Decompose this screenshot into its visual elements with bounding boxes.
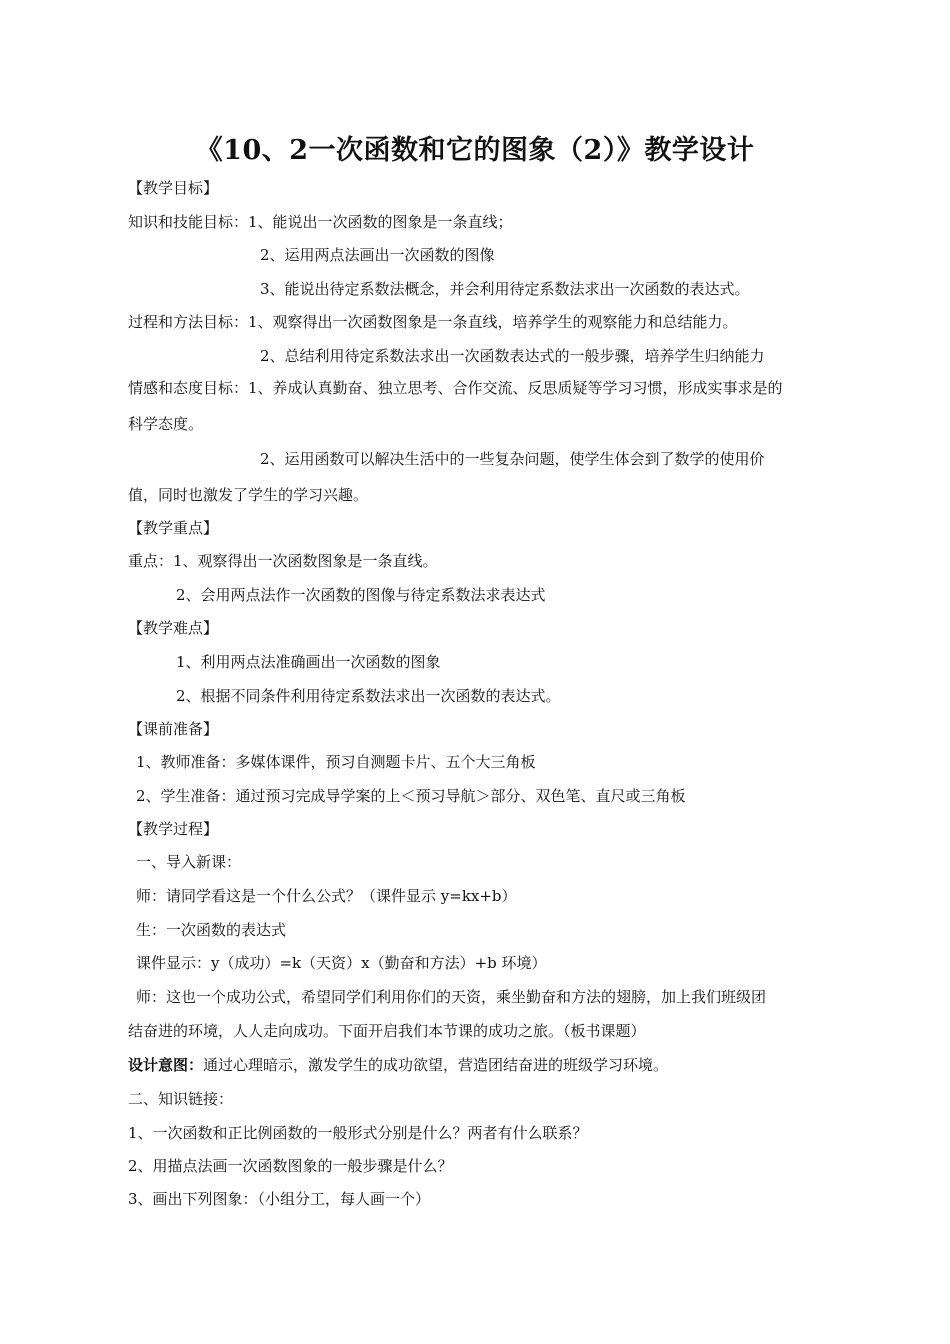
attitude-goal-1-cont: 科学态度。 <box>128 415 204 433</box>
design-intent <box>128 1055 668 1075</box>
attitude-goal-2: 2、运用函数可以解决生活中的一些复杂问题，使学生体会到了数学的使用价 <box>260 450 765 468</box>
step-1-heading: 一、导入新课： <box>136 853 242 871</box>
dialog-line-4: 师：这也一个成功公式，希望同学们利用你们的天资，乘坐勤奋和方法的翅膀，加上我们班级团 <box>136 988 767 1006</box>
question-1: 1、一次函数和正比例函数的一般形式分别是什么？两者有什么联系？ <box>128 1124 588 1142</box>
dialog-line-2: 生：一次函数的表达式 <box>136 921 287 939</box>
design-intent-label: 设计意图： <box>128 1056 204 1074</box>
attitude-goal-2-cont: 值，同时也激发了学生的学习兴趣。 <box>128 486 369 504</box>
goals-heading: 【教学目标】 <box>128 179 219 197</box>
prep-item-2: 2、学生准备：通过预习完成导学案的上＜预习导航＞部分、双色笔、直尺或三角板 <box>136 787 686 805</box>
process-heading: 【教学过程】 <box>128 820 219 838</box>
process-goal-1: 过程和方法目标：1、观察得出一次函数图象是一条直线，培养学生的观察能力和总结能力。 <box>128 313 738 331</box>
prep-heading: 【课前准备】 <box>128 720 219 738</box>
process-goal-2: 2、总结利用待定系数法求出一次函数表达式的一般步骤，培养学生归纳能力 <box>260 347 765 365</box>
key-point-2: 2、会用两点法作一次函数的图像与待定系数法求表达式 <box>176 586 546 604</box>
knowledge-goal-1: 知识和技能目标：1、能说出一次函数的图象是一条直线； <box>128 213 513 231</box>
difficult-heading: 【教学难点】 <box>128 619 219 637</box>
key-heading: 【教学重点】 <box>128 519 219 537</box>
prep-item-1: 1、教师准备：多媒体课件，预习自测题卡片、五个大三角板 <box>136 753 536 771</box>
attitude-goal-1: 情感和态度目标：1、养成认真勤奋、独立思考、合作交流、反思质疑等学习习惯，形成实事求是的 <box>128 379 783 397</box>
question-3: 3、画出下列图象：（小组分工，每人画一个） <box>128 1190 431 1208</box>
dialog-line-1: 师：请同学看这是一个什么公式？（课件显示 y=kx+b） <box>136 887 517 905</box>
design-intent-text: 通过心理暗示，激发学生的成功欲望，营造团结奋进的班级学习环境。 <box>203 1056 669 1074</box>
dialog-line-4-cont: 结奋进的环境，人人走向成功。下面开启我们本节课的成功之旅。（板书课题） <box>128 1022 646 1040</box>
question-2: 2、用描点法画一次函数图象的一般步骤是什么？ <box>128 1157 453 1175</box>
key-point-1: 重点：1、观察得出一次函数图象是一条直线。 <box>128 552 438 570</box>
difficult-point-1: 1、利用两点法准确画出一次函数的图象 <box>176 653 441 671</box>
knowledge-goal-2: 2、运用两点法画出一次函数的图像 <box>260 246 495 264</box>
knowledge-goal-3: 3、能说出待定系数法概念，并会利用待定系数法求出一次函数的表达式。 <box>260 280 750 298</box>
document-title: 《10、2一次函数和它的图象（2）》教学设计 <box>195 135 755 166</box>
step-2-heading: 二、知识链接： <box>128 1090 234 1108</box>
difficult-point-2: 2、根据不同条件利用待定系数法求出一次函数的表达式。 <box>176 687 561 705</box>
dialog-line-3: 课件显示：y（成功）=k（天资）x（勤奋和方法）+b 环境） <box>136 954 547 972</box>
